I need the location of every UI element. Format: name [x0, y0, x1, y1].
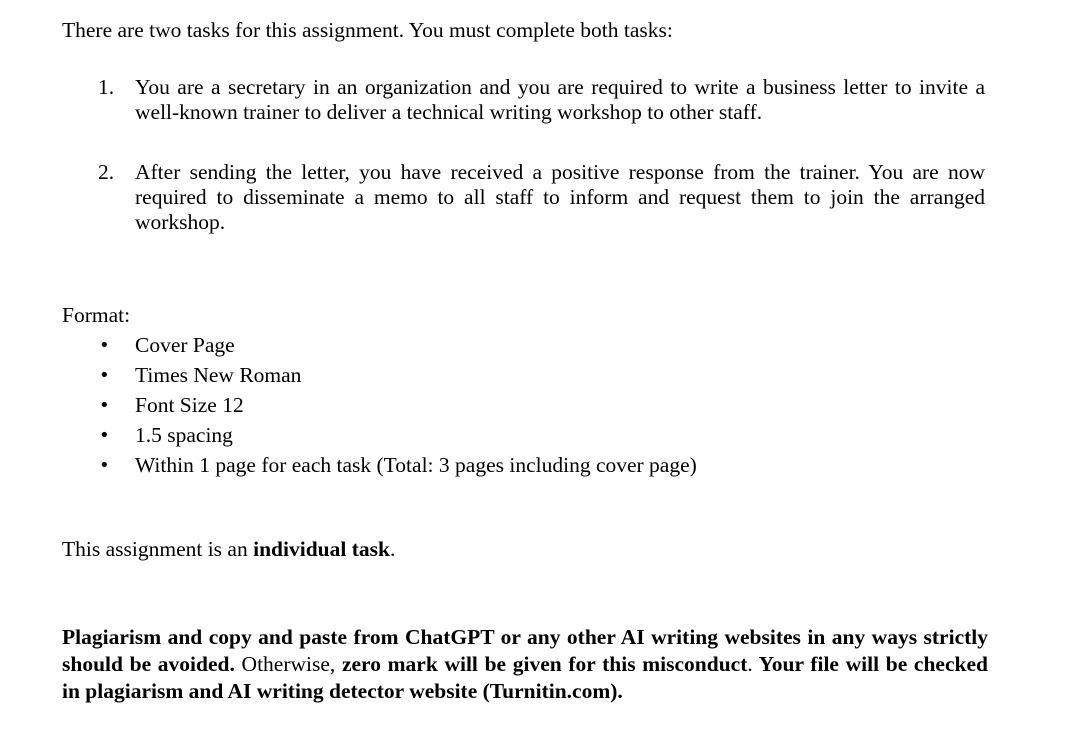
format-item-page-limit: [0, 453, 697, 483]
format-item-font-size: [0, 393, 697, 423]
task-number: 1.: [98, 75, 115, 99]
task-text: You are a secretary in an organization and you are required to write a business letter to invite a well-known trainer to deliver a technical writing workshop to other staff.: [135, 75, 985, 124]
bullet-icon: •: [99, 455, 110, 476]
warning-bold-3: Your file will be checked in plagiarism and AI writing detector website (Turnitin.com).: [62, 652, 988, 703]
individual-bold: individual task: [253, 537, 390, 561]
format-item-cover-page: [0, 333, 697, 363]
plagiarism-warning: [62, 624, 988, 705]
format-item-text: Within 1 page for each task (Total: 3 pages including cover page): [135, 453, 697, 477]
individual-prefix: This assignment is an: [62, 537, 254, 561]
intro-text: There are two tasks for this assignment. You must complete both tasks:: [62, 18, 673, 42]
warning-bold-2: zero mark will be given for this misconduct: [341, 652, 748, 676]
warning-period: .: [747, 652, 753, 676]
format-label: Format:: [62, 303, 131, 327]
individual-suffix: .: [389, 537, 396, 561]
format-list: [0, 333, 697, 483]
format-item-text: Cover Page: [135, 333, 235, 357]
bullet-icon: •: [99, 425, 110, 446]
format-item-font-family: [0, 363, 697, 393]
format-item-text: 1.5 spacing: [135, 423, 233, 447]
format-item-spacing: [0, 423, 697, 453]
individual-task-note: [62, 537, 395, 562]
task-number: 2.: [98, 160, 115, 184]
task-list: [0, 75, 1065, 235]
task-item-2: [0, 160, 985, 235]
format-item-text: Times New Roman: [135, 363, 302, 387]
bullet-icon: •: [99, 395, 110, 416]
format-item-text: Font Size 12: [135, 393, 244, 417]
warning-normal: Otherwise,: [234, 652, 342, 676]
warning-bold-1: Plagiarism and copy and paste from ChatGPT or any other AI writing websites in any ways strictly should be avoided.: [62, 625, 988, 676]
bullet-icon: •: [99, 365, 110, 386]
bullet-icon: •: [99, 335, 110, 356]
task-text: After sending the letter, you have received a positive response from the trainer. You are now required to disseminate a memo to all staff to inform and request them to join the arranged workshop.: [135, 160, 985, 234]
task-item-1: [0, 75, 985, 125]
